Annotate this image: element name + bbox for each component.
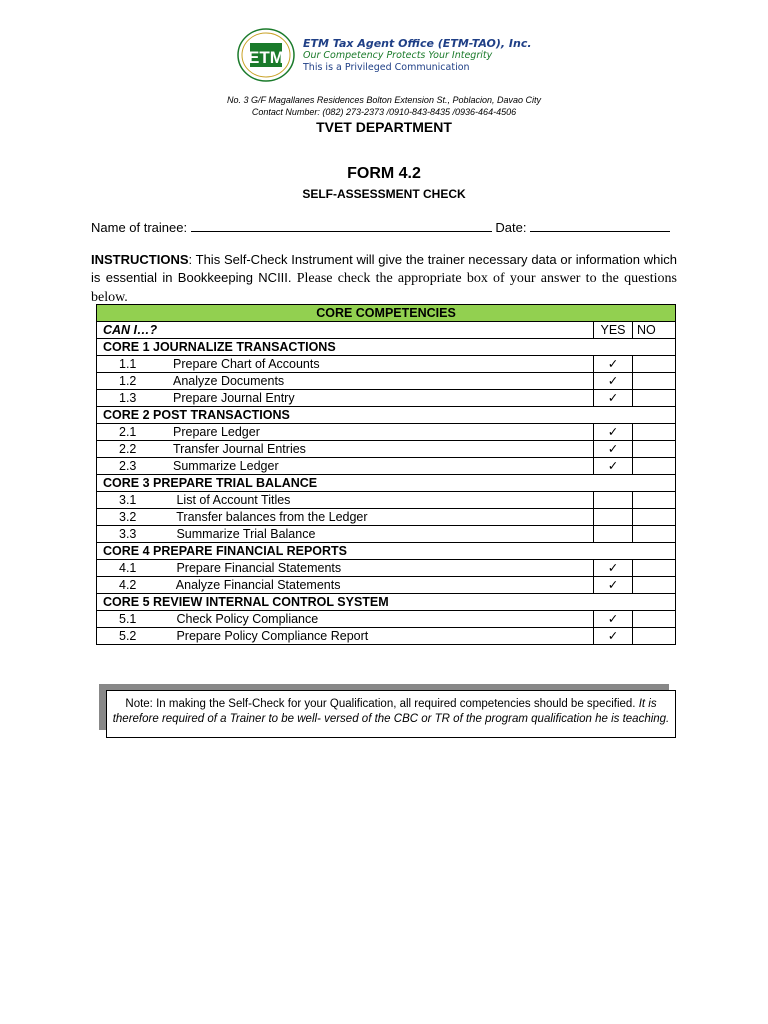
logo-text: ETM	[248, 48, 284, 67]
item-text: Summarize Ledger	[173, 459, 279, 473]
item-text: Analyze Financial Statements	[173, 578, 341, 592]
org-name: ETM Tax Agent Office (ETM-TAO), Inc.	[303, 37, 532, 50]
privileged-notice: This is a Privileged Communication	[303, 62, 470, 73]
table-row	[97, 611, 676, 628]
competency-cell	[97, 492, 594, 509]
no-checkbox[interactable]	[633, 611, 676, 628]
item-number: 2.2	[119, 442, 137, 456]
instructions-label: INSTRUCTIONS	[91, 252, 189, 267]
yes-checkbox[interactable]: ✓	[594, 441, 633, 458]
competency-cell	[97, 441, 594, 458]
no-checkbox[interactable]	[633, 509, 676, 526]
note-box	[106, 690, 676, 738]
competency-cell	[97, 390, 594, 407]
instructions-text-2: Please check the appropriate box of your answer to the questions below.	[91, 271, 677, 305]
core-row	[97, 339, 676, 356]
item-number: 5.2	[119, 629, 137, 643]
table-row	[97, 458, 676, 475]
item-text: Prepare Ledger	[173, 425, 260, 439]
competency-cell	[97, 611, 594, 628]
yes-checkbox[interactable]: ✓	[594, 424, 633, 441]
competency-cell	[97, 373, 594, 390]
yes-checkbox[interactable]: ✓	[594, 560, 633, 577]
trainee-label: Name of trainee:	[91, 220, 188, 235]
item-text: List of Account Titles	[173, 493, 291, 507]
competency-cell	[97, 560, 594, 577]
core-title: CORE 5 REVIEW INTERNAL CONTROL SYSTEM	[97, 594, 676, 611]
yes-checkbox[interactable]: ✓	[594, 356, 633, 373]
item-text: Prepare Journal Entry	[173, 391, 295, 405]
yes-checkbox[interactable]	[594, 492, 633, 509]
table-row	[97, 373, 676, 390]
no-checkbox[interactable]	[633, 628, 676, 645]
core-title: CORE 2 POST TRANSACTIONS	[97, 407, 676, 424]
yes-checkbox[interactable]: ✓	[594, 373, 633, 390]
yes-checkbox[interactable]	[594, 526, 633, 543]
item-number: 3.2	[119, 510, 137, 524]
yes-checkbox[interactable]: ✓	[594, 611, 633, 628]
competency-cell	[97, 577, 594, 594]
trainee-row	[91, 219, 670, 235]
address: No. 3 G/F Magallanes Residences Bolton Extension St., Poblacion, Davao City	[227, 95, 541, 105]
core-row	[97, 543, 676, 560]
note-text-1: Note: In making the Self-Check for your Qualification, all required competencies should be specified.	[125, 698, 636, 710]
item-text: Analyze Documents	[173, 374, 285, 388]
item-number: 4.2	[119, 578, 137, 592]
etm-logo	[237, 28, 295, 82]
department-title: TVET DEPARTMENT	[316, 119, 452, 135]
core-title: CORE 3 PREPARE TRIAL BALANCE	[97, 475, 676, 492]
table-row	[97, 441, 676, 458]
no-header: NO	[633, 322, 676, 339]
no-checkbox[interactable]	[633, 390, 676, 407]
competency-cell	[97, 424, 594, 441]
yes-checkbox[interactable]: ✓	[594, 628, 633, 645]
table-row	[97, 356, 676, 373]
core-title: CORE 1 JOURNALIZE TRANSACTIONS	[97, 339, 676, 356]
core-row	[97, 475, 676, 492]
note-text-2: It is therefore required of a Trainer to be well- versed of the CBC or TR of the program qualification he is teaching.	[112, 698, 670, 725]
yes-checkbox[interactable]	[594, 509, 633, 526]
can-label: CAN I…?	[97, 322, 594, 339]
yes-checkbox[interactable]: ✓	[594, 458, 633, 475]
date-label: Date:	[495, 220, 527, 235]
table-row	[97, 560, 676, 577]
date-field[interactable]	[530, 219, 670, 232]
table-header: CORE COMPETENCIES	[97, 305, 676, 322]
table-row	[97, 628, 676, 645]
item-number: 1.1	[119, 357, 137, 371]
item-text: Prepare Chart of Accounts	[173, 357, 320, 371]
competency-cell	[97, 509, 594, 526]
item-text: Prepare Policy Compliance Report	[173, 629, 369, 643]
core-title: CORE 4 PREPARE FINANCIAL REPORTS	[97, 543, 676, 560]
no-checkbox[interactable]	[633, 373, 676, 390]
item-text: Summarize Trial Balance	[173, 527, 316, 541]
contact-number: Contact Number: (082) 273-2373 /0910-843-8435 /0936-464-4506	[251, 107, 517, 117]
table-header-row	[97, 305, 676, 322]
no-checkbox[interactable]	[633, 458, 676, 475]
item-number: 2.3	[119, 459, 137, 473]
no-checkbox[interactable]	[633, 492, 676, 509]
no-checkbox[interactable]	[633, 424, 676, 441]
competency-cell	[97, 628, 594, 645]
yes-header: YES	[594, 322, 633, 339]
item-number: 5.1	[119, 612, 137, 626]
trainee-name-field[interactable]	[191, 219, 492, 232]
table-row	[97, 509, 676, 526]
competency-cell	[97, 526, 594, 543]
item-number: 2.1	[119, 425, 137, 439]
yes-checkbox[interactable]: ✓	[594, 390, 633, 407]
form-title: FORM 4.2	[347, 165, 421, 182]
table-row	[97, 577, 676, 594]
instructions	[91, 251, 677, 307]
competency-cell	[97, 356, 594, 373]
no-checkbox[interactable]	[633, 526, 676, 543]
no-checkbox[interactable]	[633, 560, 676, 577]
competency-table	[96, 304, 676, 645]
form-subtitle: SELF-ASSESSMENT CHECK	[302, 187, 466, 201]
item-number: 3.3	[119, 527, 137, 541]
core-row	[97, 407, 676, 424]
competency-cell	[97, 458, 594, 475]
table-row	[97, 424, 676, 441]
instructions-text-1: : This Self-Check Instrument will give the trainer necessary data or information which is essential in Bookkeeping NCIII.	[91, 252, 677, 285]
table-row	[97, 492, 676, 509]
core-row	[97, 594, 676, 611]
org-block	[303, 37, 532, 74]
table-row	[97, 390, 676, 407]
item-text: Transfer Journal Entries	[173, 442, 306, 456]
can-row	[97, 322, 676, 339]
org-motto: Our Competency Protects Your Integrity	[303, 50, 493, 61]
item-number: 1.3	[119, 391, 137, 405]
item-number: 3.1	[119, 493, 137, 507]
item-number: 4.1	[119, 561, 137, 575]
no-checkbox[interactable]	[633, 356, 676, 373]
table-row	[97, 526, 676, 543]
item-text: Check Policy Compliance	[173, 612, 319, 626]
no-checkbox[interactable]	[633, 577, 676, 594]
item-text: Transfer balances from the Ledger	[173, 510, 368, 524]
no-checkbox[interactable]	[633, 441, 676, 458]
item-text: Prepare Financial Statements	[173, 561, 342, 575]
item-number: 1.2	[119, 374, 137, 388]
yes-checkbox[interactable]: ✓	[594, 577, 633, 594]
